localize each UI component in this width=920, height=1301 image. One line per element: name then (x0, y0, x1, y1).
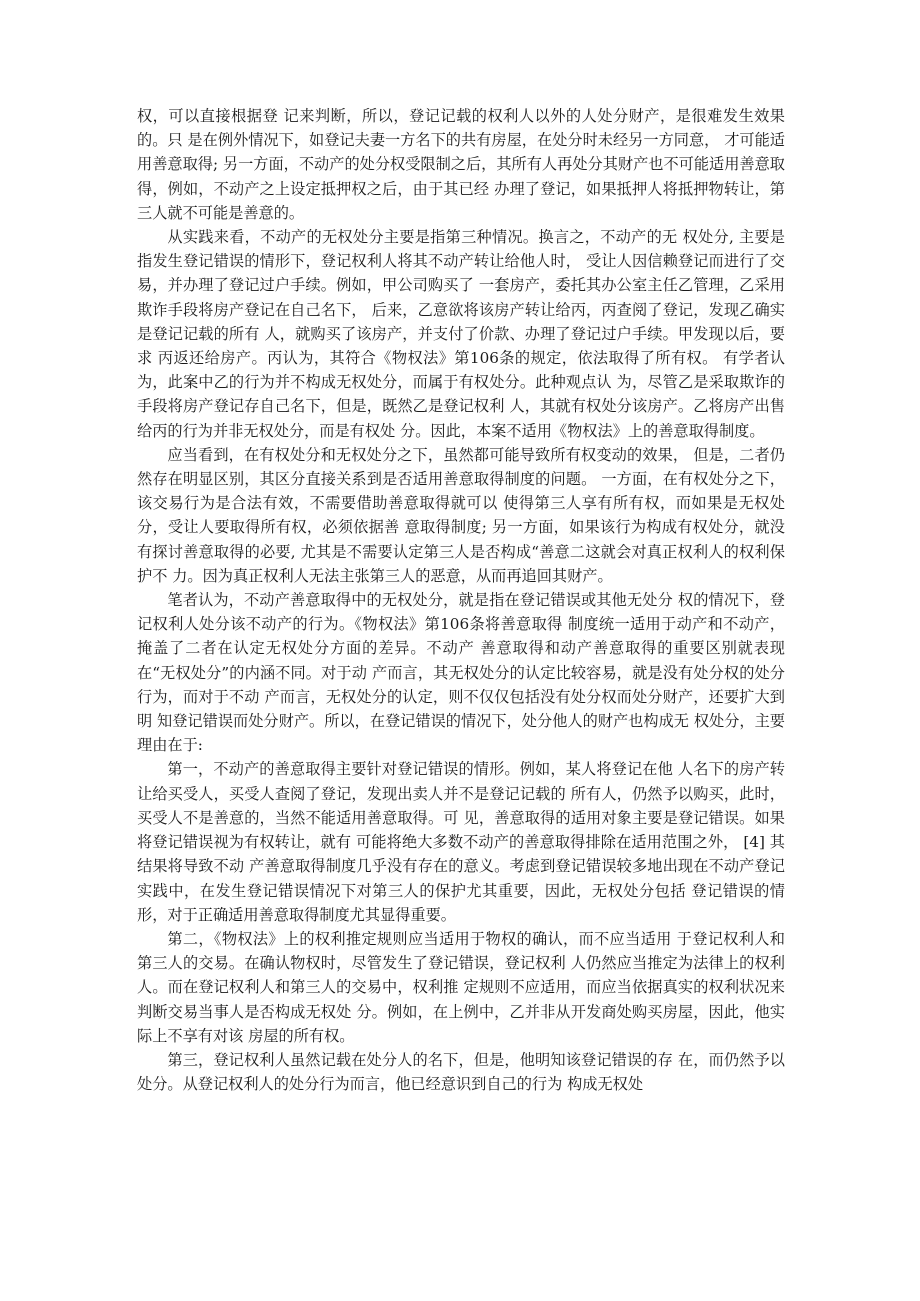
paragraph-distinction: 应当看到，在有权处分和无权处分之下，虽然都可能导致所有权变动的效果， 但是，二者仍然存在明显区别，其区分直接关系到是否适用善意取得制度的问题。 一方面，在有权处分之下，该交易行为是合法有效，不需要借助善意取得就可以 使得第三人享有所有权，而如果是无权处分，受让人要取得所有权，必须依据善 意取得制度; 另一方面，如果该行为构成有权处分，就没有探讨善意取得的必要, 尤其是不需要认定第三人是否构成“善意二这就会对真正权利人的权利保护不 力。因为真正权利人无法主张第三人的恶意，从而再追回其财产。 (137, 445, 785, 585)
paragraph-reason-2: 第二，《物权法》上的权利推定规则应当适用于物权的确认，而不应当适用 于登记权利人和第三人的交易。在确认物权时，尽管发生了登记错误，登记权利 人仍然应当推定为法律上的权利人。而在登记权利人和第三人的交易中，权利推 定规则不应适用，而应当依据真实的权利状况来判断交易当事人是否构成无权处 分。例如，在上例中，乙并非从开发商处购买房屋，因此，他实际上不享有对该 房屋的所有权。 (137, 929, 785, 1045)
paragraph-author-view: 笔者认为，不动产善意取得中的无权处分，就是指在登记错误或其他无处分 权的情况下，登记权利人处分该不动产的行为。《物权法》第106条将善意取得 制度统一适用于动产和不动产，掩盖了二者在认定无权处分方面的差异。不动产 善意取得和动产善意取得的重要区别就表现在“无权处分”的内涵不同。对于动 产而言，其无权处分的认定比较容易，就是没有处分权的处分行为，而对于不动 产而言，无权处分的认定，则不仅仅包括没有处分权而处分财产，还要扩大到明 知登记错误而处分财产。所以，在登记错误的情况下，处分他人的财产也构成无 权处分，主要理由在于: (137, 591, 785, 755)
paragraph-continuation: 权，可以直接根据登 记来判断，所以，登记记载的权利人以外的人处分财产，是很难发生效果的。只 是在例外情况下，如登记夫妻一方名下的共有房屋，在处分时未经另一方同意， 才可能适用善意取得; 另一方面，不动产的处分权受限制之后，其所有人再处分其财产也不可能适用善意取得，例如，不动产之上设定抵押权之后，由于其已经 办理了登记，如果抵押人将抵押物转让，第三人就不可能是善意的。 (137, 107, 785, 222)
paragraph-practice: 从实践来看，不动产的无权处分主要是指第三种情况。换言之，不动产的无 权处分, 主要是指发生登记错误的情形下，登记权利人将其不动产转让给他人时， 受让人因信赖登记而进行了交易，并办理了登记过户手续。例如，甲公司购买了 一套房产，委托其办公室主任乙管理，乙采用欺诈手段将房产登记在自己名下， 后来，乙意欲将该房产转让给丙，丙查阅了登记，发现乙确实是登记记载的所有 人，就购买了该房产，并支付了价款、办理了登记过户手续。甲发现以后，要求 丙返还给房产。丙认为，其符合《物权法》第106条的规定，依法取得了所有权。 有学者认为，此案中乙的行为并不构成无权处分，而属于有权处分。此种观点认 为，尽管乙是采取欺诈的手段将房产登记存自己名下，但是，既然乙是登记权利 人，其就有权处分该房产。乙将房产出售给丙的行为并非无权处分，而是有权处 分。因此，本案不适用《物权法》上的善意取得制度。 (137, 228, 785, 440)
paragraph-reason-3: 第三，登记权利人虽然记载在处分人的名下，但是，他明知该登记错误的存 在，而仍然予以处分。从登记权利人的处分行为而言，他已经意识到自己的行为 构成无权处 (137, 1050, 785, 1094)
document-page (137, 104, 785, 1096)
paragraph-reason-1: 第一，不动产的善意取得主要针对登记错误的情形。例如，某人将登记在他 人名下的房产转让给买受人，买受人查阅了登记，发现出卖人并不是登记记载的 所有人，仍然予以购买，此时，买受人不是善意的，当然不能适用善意取得。可 见，善意取得的适用对象主要是登记错误。如果将登记错误视为有权转让，就有 可能将绝大多数不动产的善意取得排除在适用范围之外， [4] 其结果将导致不动 产善意取得制度几乎没有存在的意义。考虑到登记错误较多地出现在不动产登记 实践中，在发生登记错误情况下对第三人的保护尤其重要，因此，无权处分包括 登记错误的情形，对于正确适用善意取得制度尤其显得重要。 (137, 760, 785, 924)
